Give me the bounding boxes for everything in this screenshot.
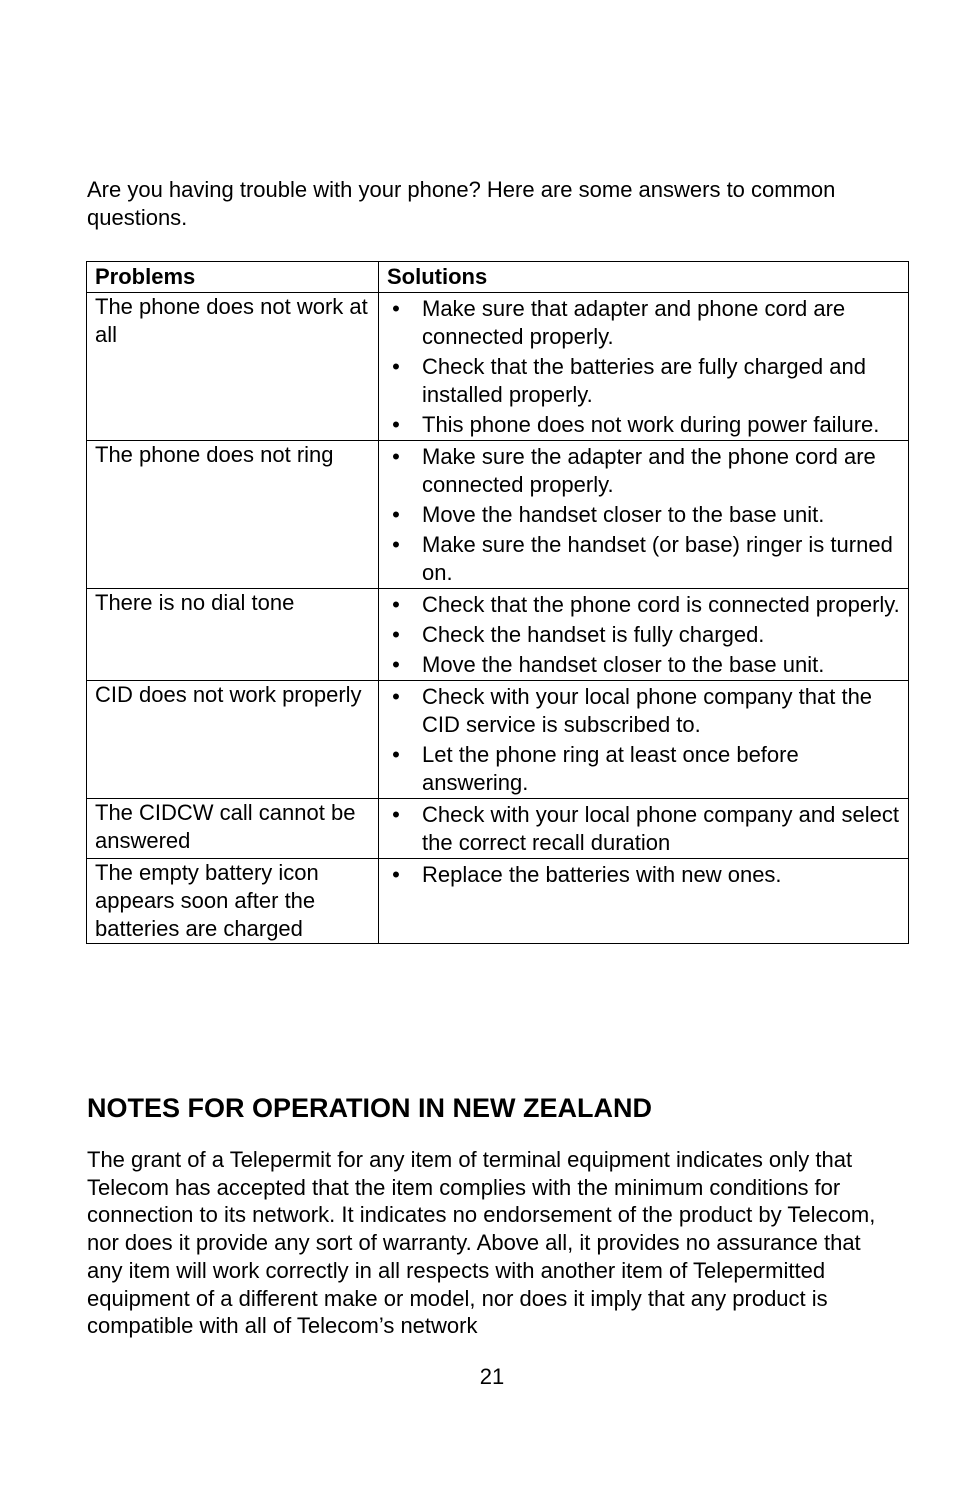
problem-cell: There is no dial tone	[87, 589, 379, 681]
bullet-icon: •	[392, 412, 400, 437]
solution-item	[387, 591, 900, 619]
table-row	[87, 681, 909, 799]
solution-text: Make sure the handset (or base) ringer is turned on.	[422, 532, 893, 585]
solution-text: Check with your local phone company and select the correct recall duration	[422, 802, 899, 855]
solution-text: Check that the batteries are fully charged and installed properly.	[422, 354, 866, 407]
bullet-icon: •	[392, 354, 400, 379]
solution-text: Move the handset closer to the base unit.	[422, 652, 825, 677]
table-row	[87, 799, 909, 859]
table-row	[87, 293, 909, 441]
bullet-icon: •	[392, 502, 400, 527]
table-body	[87, 293, 909, 944]
bullet-icon: •	[392, 592, 400, 617]
solution-item	[387, 741, 900, 797]
table-row	[87, 589, 909, 681]
section-body-text: The grant of a Telepermit for any item of terminal equipment indicates only that Telecom has accepted that the item complies with the minimum conditions for connection to its network. It indicates no endorsement of the product by Telecom, nor does it provide any sort of warranty. Above all, it provides no assurance that any item will work correctly in all respects with another item of Telepermitted equipment of a different make or model, nor does it imply that any product is compatible with all of Telecom’s network	[87, 1147, 876, 1339]
problem-cell: CID does not work properly	[87, 681, 379, 799]
solution-item	[387, 501, 900, 529]
bullet-icon: •	[392, 862, 400, 887]
column-header-problems: Problems	[87, 262, 379, 293]
solution-item	[387, 683, 900, 739]
bullet-icon: •	[392, 652, 400, 677]
section-heading: NOTES FOR OPERATION IN NEW ZEALAND	[87, 1093, 652, 1123]
solution-list	[387, 859, 900, 890]
solution-cell	[379, 859, 909, 944]
solution-list	[387, 681, 900, 798]
problem-cell: The empty battery icon appears soon after the batteries are charged	[87, 859, 379, 944]
solution-list	[387, 589, 900, 680]
problem-cell: The phone does not ring	[87, 441, 379, 589]
solution-item	[387, 295, 900, 351]
solution-text: Check the handset is fully charged.	[422, 622, 765, 647]
solution-text: Check with your local phone company that the CID service is subscribed to.	[422, 684, 873, 737]
solution-item	[387, 443, 900, 499]
bullet-icon: •	[392, 532, 400, 557]
solution-cell	[379, 799, 909, 859]
solution-list	[387, 293, 900, 440]
bullet-icon: •	[392, 444, 400, 469]
bullet-icon: •	[392, 802, 400, 827]
solution-text: Check that the phone cord is connected properly.	[422, 592, 900, 617]
solution-text: Make sure the adapter and the phone cord are connected properly.	[422, 444, 876, 497]
solution-text: Replace the batteries with new ones.	[422, 862, 782, 887]
solution-list	[387, 441, 900, 588]
solution-cell	[379, 293, 909, 441]
solution-text: This phone does not work during power failure.	[422, 412, 880, 437]
bullet-icon: •	[392, 622, 400, 647]
solution-item	[387, 411, 900, 439]
solution-item	[387, 621, 900, 649]
solution-cell	[379, 589, 909, 681]
problem-cell: The phone does not work at all	[87, 293, 379, 441]
column-header-solutions: Solutions	[379, 262, 909, 293]
solution-cell	[379, 681, 909, 799]
troubleshooting-table	[86, 261, 909, 944]
solution-item	[387, 861, 900, 889]
problem-cell: The CIDCW call cannot be answered	[87, 799, 379, 859]
page-number: 21	[479, 1364, 505, 1389]
table-header-row	[87, 262, 909, 293]
table-row	[87, 859, 909, 944]
solution-list	[387, 799, 900, 858]
bullet-icon: •	[392, 684, 400, 709]
bullet-icon: •	[392, 296, 400, 321]
solution-item	[387, 651, 900, 679]
solution-item	[387, 531, 900, 587]
bullet-icon: •	[392, 742, 400, 767]
intro-text: Are you having trouble with your phone? Here are some answers to common questions.	[87, 177, 836, 230]
table-row	[87, 441, 909, 589]
solution-text: Let the phone ring at least once before answering.	[422, 742, 799, 795]
solution-item	[387, 353, 900, 409]
solution-cell	[379, 441, 909, 589]
solution-item	[387, 801, 900, 857]
solution-text: Make sure that adapter and phone cord are connected properly.	[422, 296, 846, 349]
solution-text: Move the handset closer to the base unit.	[422, 502, 825, 527]
